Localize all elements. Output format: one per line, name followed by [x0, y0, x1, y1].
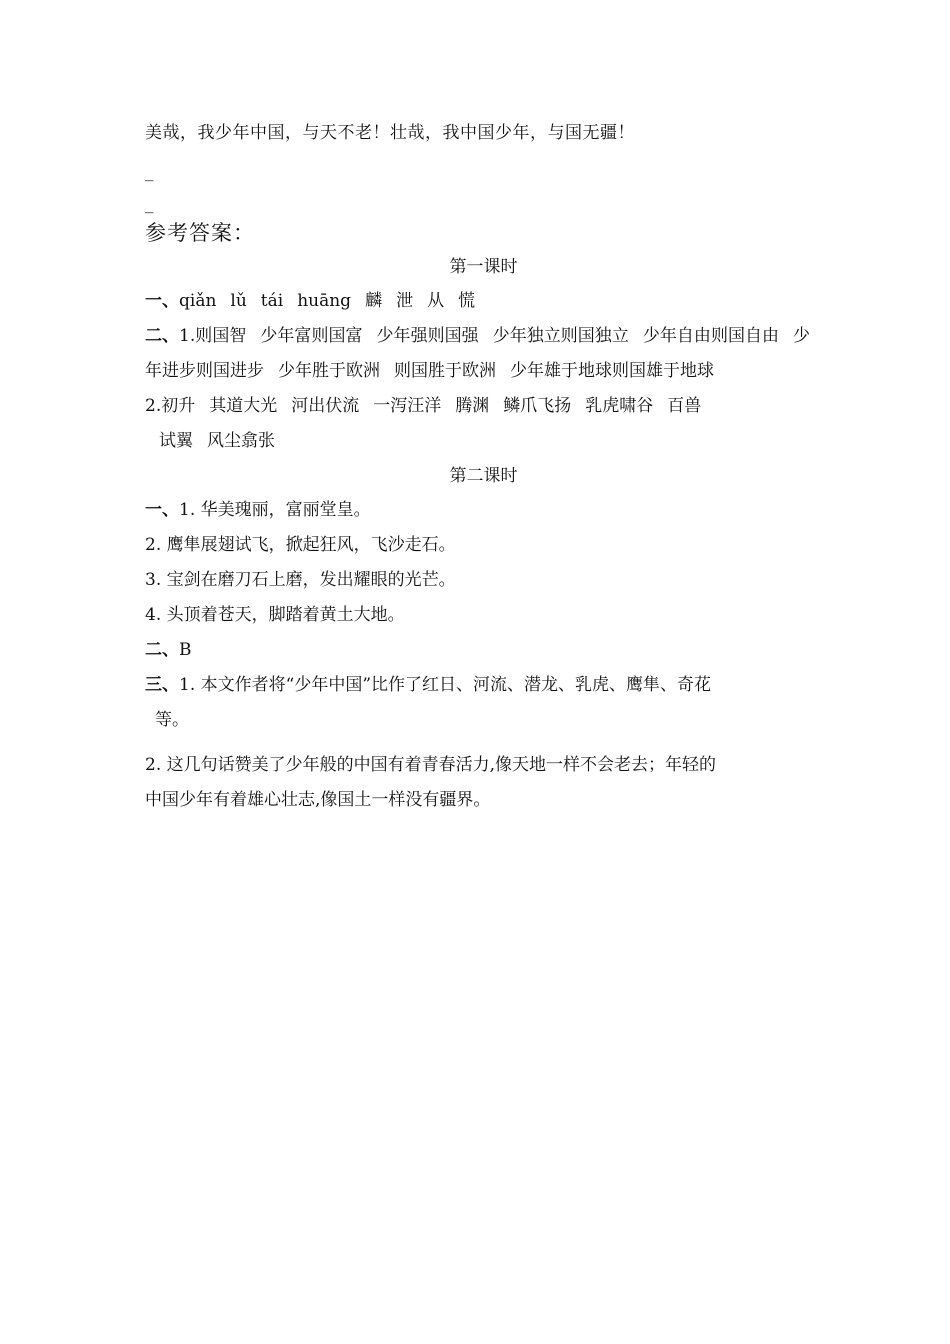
lesson2-q2	[145, 633, 810, 668]
lesson2-q1-prefix: 一、	[145, 500, 179, 520]
answer-text: 中国少年有着雄心壮志,像国土一样没有疆界。	[145, 790, 491, 810]
item-number: 1.	[179, 326, 196, 346]
lesson2-q3-1	[145, 668, 810, 738]
lesson1-q1-prefix: 一、	[145, 291, 179, 311]
lesson2-q3-2	[145, 748, 810, 818]
document-content	[145, 116, 810, 818]
answer-item: 则国胜于欧洲	[394, 361, 496, 381]
answer-text: B	[179, 640, 192, 660]
answer-item: 百兽	[667, 396, 702, 416]
lesson1-q2-2	[145, 389, 810, 459]
lesson2-q1-1	[145, 493, 810, 528]
answer-item: 乳虎啸谷	[585, 396, 654, 416]
answer-item: 少年进步则国进步	[145, 326, 811, 381]
answer-item: 少年独立则国独立	[492, 326, 629, 346]
pinyin-item: lǔ	[230, 291, 247, 311]
lesson2-q1-3: 3. 宝剑在磨刀石上磨，发出耀眼的光芒。	[145, 570, 456, 590]
lesson2-q2-prefix: 二、	[145, 640, 179, 660]
lesson1-q2-1	[145, 319, 810, 389]
answer-item: 其道大光	[209, 396, 278, 416]
lesson2-q1-2: 2. 鹰隼展翅试飞，掀起狂风，飞沙走石。	[145, 535, 456, 555]
answer-item: 腾渊	[455, 396, 490, 416]
answer-item: 少年雄于地球则国雄于地球	[510, 361, 714, 381]
pinyin-item: qiǎn	[179, 291, 217, 311]
lesson2-title: 第二课时	[449, 466, 518, 486]
pinyin-item: tái	[260, 291, 284, 311]
blank-line-1: _	[145, 162, 154, 182]
char-item: 泄	[396, 291, 414, 311]
answer-item: 少年自由则国自由	[642, 326, 780, 346]
char-item: 慌	[458, 291, 476, 311]
answer-text: 1. 华美瑰丽，富丽堂皇。	[179, 500, 371, 520]
lesson1-title: 第一课时	[449, 257, 518, 277]
answer-item: 河出伏流	[291, 396, 360, 416]
answer-item: 少年富则国富	[260, 326, 363, 346]
char-item: 麟	[365, 291, 383, 311]
answer-heading: 参考答案：	[145, 221, 255, 245]
lesson1-q2-prefix: 二、	[145, 326, 180, 346]
pinyin-item: huāng	[297, 291, 352, 311]
answer-item: 少年强则国强	[376, 326, 479, 346]
lesson2-q1-4: 4. 头顶着苍天，脚踏着黄土大地。	[145, 605, 405, 625]
blank-line-2: _	[145, 194, 154, 214]
answer-item: 少年胜于欧洲	[278, 361, 380, 381]
item-number: 2.	[145, 396, 162, 416]
lesson1-q1	[145, 284, 810, 319]
answer-item: 风尘翕张	[207, 431, 275, 451]
answer-item: 试翼	[159, 431, 193, 451]
lesson2-q3-prefix: 三、	[145, 675, 179, 695]
char-item: 从	[427, 291, 445, 311]
answer-item: 一泻汪洋	[373, 396, 442, 416]
answer-text: 等。	[155, 710, 189, 730]
answer-item: 则国智	[195, 326, 247, 346]
answer-text: 2. 这几句话赞美了少年般的中国有着青春活力,像天地一样不会老去；年轻的	[145, 755, 717, 775]
answer-text: 1. 本文作者将“少年中国”比作了红日、河流、潜龙、乳虎、鹰隼、奇花	[179, 675, 712, 695]
answer-item: 初升	[161, 396, 196, 416]
answer-item: 鳞爪飞扬	[503, 396, 572, 416]
closing-quote: 美哉，我少年中国，与天不老！壮哉，我中国少年，与国无疆！	[145, 123, 635, 143]
